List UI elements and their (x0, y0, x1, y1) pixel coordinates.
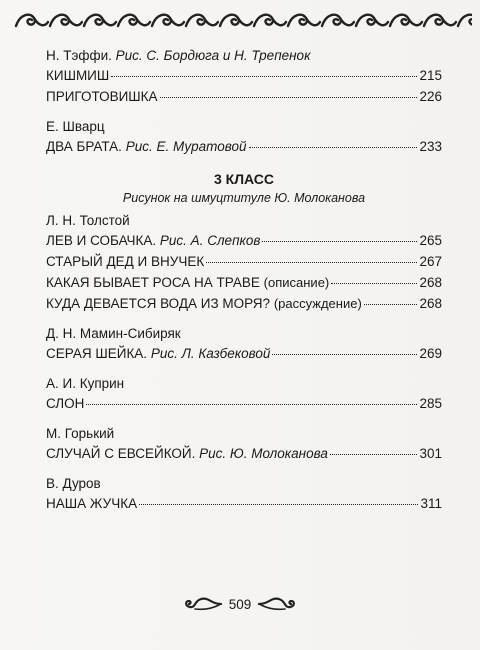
table-of-contents (46, 46, 442, 514)
page-number: 509 (228, 596, 252, 612)
author-line (46, 46, 442, 65)
illustrator-credit: Рис. Л. Казбековой (150, 346, 271, 361)
entry-title-text: КАКАЯ БЫВАЕТ РОСА НА ТРАВЕ (46, 275, 260, 290)
swirl-ornament-border-icon (12, 8, 472, 34)
entry-title (46, 272, 329, 293)
entry-note: (описание) (263, 275, 330, 290)
author-line (46, 211, 442, 230)
swirl-ornament-icon (458, 15, 472, 26)
swirl-ornament-icon (322, 15, 354, 26)
entry-page-number: 233 (419, 139, 442, 154)
entry-note: (рассуждение) (273, 296, 362, 311)
page-footer (0, 593, 480, 615)
leader-dots (330, 454, 418, 455)
entry-title (46, 293, 362, 314)
toc-entry[interactable] (46, 251, 442, 272)
entry-page-number: 226 (419, 89, 442, 104)
illustrator-credit: Рис. А. Слепков (159, 233, 261, 248)
entry-title-text: ДВА БРАТА. (46, 139, 122, 154)
author-name: Л. Н. Толстой (46, 213, 130, 228)
entry-title-text: СЕРАЯ ШЕЙКА. (46, 346, 148, 361)
swirl-ornament-icon (424, 15, 456, 26)
toc-entry[interactable] (46, 272, 442, 293)
toc-entry[interactable] (46, 86, 442, 107)
swirl-ornament-icon (50, 15, 82, 26)
entry-page-number: 215 (419, 68, 442, 83)
toc-entry[interactable] (46, 443, 442, 464)
flourish-left-icon (179, 595, 223, 613)
swirl-ornament-icon (288, 15, 320, 26)
author-name: В. Дуров (46, 476, 101, 491)
toc-entry[interactable] (46, 230, 442, 251)
author-name: Е. Шварц (46, 119, 105, 134)
author-name: Д. Н. Мамин-Сибиряк (46, 326, 181, 341)
swirl-ornament-icon (220, 15, 252, 26)
author-name: Н. Тэффи. (46, 48, 112, 63)
swirl-ornament-icon (16, 15, 48, 26)
entry-page-number: 265 (419, 233, 442, 248)
author-line (46, 117, 442, 136)
swirl-ornament-icon (186, 15, 218, 26)
entry-title: ПРИГОТОВИШКА (46, 89, 158, 104)
leader-dots (160, 97, 418, 98)
entry-title: СТАРЫЙ ДЕД И ВНУЧЕК (46, 254, 205, 269)
entry-page-number: 268 (419, 296, 442, 311)
author-name: А. И. Куприн (46, 376, 125, 391)
toc-entry[interactable] (46, 136, 442, 157)
section-subtitle: Рисунок на шмуцтитуле Ю. Молоканова (122, 191, 366, 205)
entry-page-number: 285 (419, 396, 442, 411)
author-line (46, 474, 442, 493)
illustrator-credit: Рис. Ю. Молоканова (199, 446, 328, 461)
leader-dots (139, 504, 418, 505)
entry-page-number: 267 (419, 254, 442, 269)
author-name: М. Горький (46, 426, 115, 441)
leader-dots (206, 262, 417, 263)
author-line (46, 374, 442, 393)
swirl-ornament-icon (152, 15, 184, 26)
toc-entry[interactable] (46, 65, 442, 86)
swirl-ornament-icon (390, 15, 422, 26)
flourish-right-icon (257, 595, 301, 613)
leader-dots (364, 304, 418, 305)
entry-title-text: СЛУЧАЙ С ЕВСЕЙКОЙ. (46, 446, 196, 461)
swirl-ornament-icon (254, 15, 286, 26)
toc-entry[interactable] (46, 343, 442, 364)
leader-dots (249, 147, 418, 148)
entry-title (46, 443, 328, 464)
leader-dots (272, 354, 417, 355)
swirl-ornament-icon (356, 15, 388, 26)
entry-title: НАША ЖУЧКА (46, 496, 138, 511)
entry-title (46, 343, 270, 364)
toc-entry[interactable] (46, 293, 442, 314)
entry-page-number: 301 (419, 446, 442, 461)
entry-page-number: 269 (419, 346, 442, 361)
leader-dots (262, 241, 417, 242)
illustrator-credit: Рис. С. Бордюга и Н. Трепенок (115, 48, 311, 63)
entry-title (46, 230, 260, 251)
author-line (46, 324, 442, 343)
toc-entry[interactable] (46, 393, 442, 414)
entry-title (46, 136, 247, 157)
entry-page-number: 311 (420, 496, 442, 511)
leader-dots (331, 283, 417, 284)
illustrator-credit: Рис. Е. Муратовой (125, 139, 247, 154)
author-line (46, 424, 442, 443)
swirl-ornament-icon (118, 15, 150, 26)
entry-title-text: ЛЕВ И СОБАЧКА. (46, 233, 157, 248)
entry-page-number: 268 (419, 275, 442, 290)
entry-title: СЛОН (46, 396, 85, 411)
swirl-ornament-icon (84, 15, 116, 26)
section-title: 3 КЛАСС (213, 171, 275, 187)
leader-dots (111, 76, 417, 77)
toc-entry[interactable] (46, 493, 442, 514)
leader-dots (86, 404, 417, 405)
entry-title: КИШМИШ (46, 68, 110, 83)
entry-title-text: КУДА ДЕВАЕТСЯ ВОДА ИЗ МОРЯ? (46, 296, 271, 311)
